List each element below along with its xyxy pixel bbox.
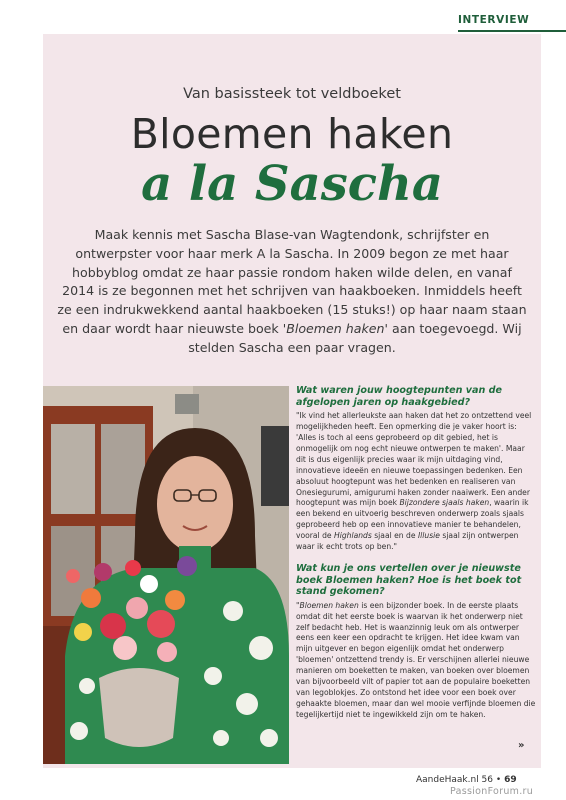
article-kicker: Van basissteek tot veldboeket xyxy=(183,86,401,102)
portrait-photo xyxy=(43,386,289,764)
question-1: Wat waren jouw hoogtepunten van de afgelopen jaren op haakgebied? xyxy=(296,385,503,408)
page-number: 69 xyxy=(504,775,517,785)
answer-1: "Ik vind het allerleukste aan haken dat het zo ontzettend veel mogelijkheden heeft. Een opmerking die je vaker hoort is: 'Alles is toch al eens geprobeerd op dit gebied, het is onmogelijk om nog echt nieuwe ontwerpen te maken'. Maar dit is dus eigenlijk precies waar ik mijn uitdaging vind, innovatieve ideeën en nieuwe toepassingen bedenken. Een absoluut hoogtepunt was het bedenken en realiseren van Onesiegurumi, amigurumi haken zonder naaiwerk. Een ander hoogtepunt was mijn boek Bijzondere sjaals haken, waarin ik een bekend en uitvoerig beschreven onderwerp zoals sjaals geprobeerd heb op een innovatieve manier te behandelen, vooral de Highlands sjaal en de Illusie sjaal zijn ontwerpen waar ik echt trots op ben." xyxy=(296,411,532,552)
footer-site: AandeHaak.nl 56 xyxy=(416,775,494,785)
continue-arrow-icon: » xyxy=(518,740,525,751)
question-2: Wat kun je ons vertellen over je nieuwste boek Bloemen haken? Hoe is het boek tot stand gekomen? xyxy=(296,562,522,598)
article-title-script: a la Sascha xyxy=(141,156,443,212)
watermark: PassionForum.ru xyxy=(450,786,534,797)
section-tag-rule xyxy=(458,30,566,32)
page-footer xyxy=(416,775,517,785)
footer-separator: • xyxy=(495,775,502,785)
answer-2: "Bloemen haken is een bijzonder boek. In de eerste plaats omdat dit het eerste boek is waarvan ik het onderwerp niet zelf bedacht heb. Het is waanzinnig leuk om als ontwerper eens een keer een opdracht te krijgen. Het idee kwam van mijn uitgever en begon eigenlijk omdat het onderwerp 'bloemen' ontzettend trendy is. Er verschijnen allerlei nieuwe manieren om boeketten te maken, van boeken over bloemen van bijvoorbeeld vilt of papier tot aan de populaire boeketten van legoblokjes. Zo ontstond het idee voor een boek over gehaakte bloemen, maar dan wel mooie verfijnde bloemen die tegelijkertijd niet te ingewikkeld zijn om te haken. xyxy=(296,600,536,719)
interview-column xyxy=(296,385,536,731)
section-tag: INTERVIEW xyxy=(458,14,530,26)
portrait-illustration xyxy=(43,386,289,764)
article-intro: Maak kennis met Sascha Blase-van Wagtendonk, schrijfster en ontwerpster voor haar merk A la Sascha. In 2009 begon ze met haar hobbyblog omdat ze haar passie rondom haken wilde delen, en vanaf 2014 is ze begonnen met het schrijven van haakboeken. Inmiddels heeft ze een indrukwekkend aantal haakboeken (15 stuks!) op haar naam staan en daar wordt haar nieuwste boek 'Bloemen haken' aan toegevoegd. Wij stelden Sascha een paar vragen. xyxy=(57,227,527,355)
article-title: Bloemen haken xyxy=(130,110,454,158)
